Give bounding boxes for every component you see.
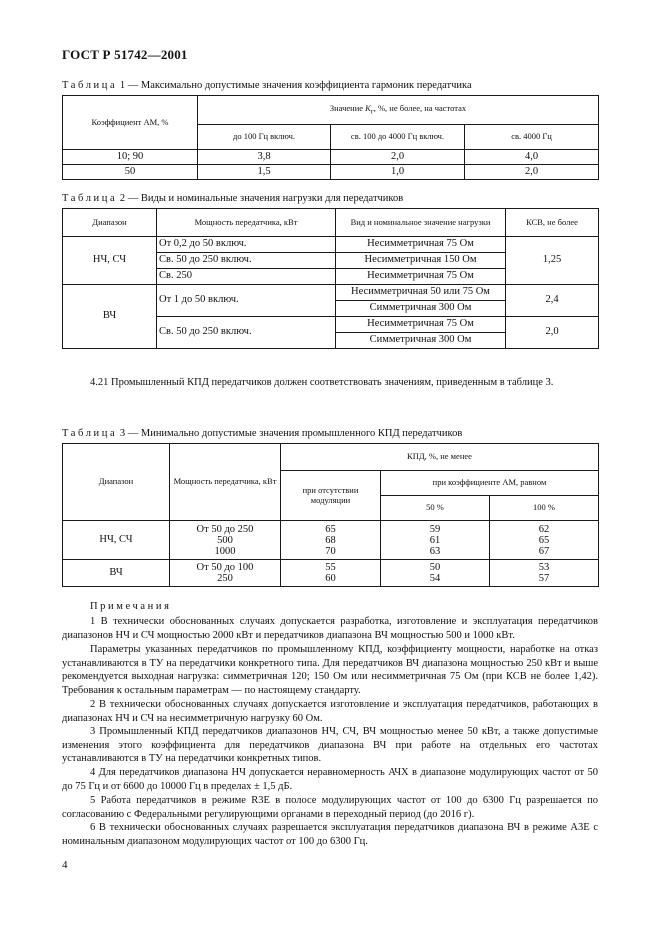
- table1-cell: 3,8: [198, 150, 331, 165]
- table2-header-ksv: КСВ, не более: [506, 209, 599, 237]
- table3-header-nomod: при отсутствии модуляции: [281, 471, 381, 521]
- table3-nomod-cell: [281, 560, 381, 587]
- table3-range-lf-mf: НЧ, СЧ: [63, 521, 170, 560]
- table1-cell: 2,0: [465, 165, 599, 180]
- table3-value: 60: [325, 573, 336, 584]
- table2-power: Св. 250: [157, 269, 336, 285]
- table3-value: 65: [538, 534, 550, 546]
- table3-value: 50: [429, 562, 441, 573]
- table2-ksv: 1,25: [506, 237, 599, 285]
- note-2: 2 В технически обоснованных случаях допускается изготовление и эксплуатация передатчиков, работающих в диапазонах НЧ и СЧ на несимметричную нагрузку 60 Ом.: [62, 699, 598, 724]
- table2-ksv: 2,4: [506, 285, 599, 317]
- table3-caption-text: 3 — Минимально допустимые значения промышленного КПД передатчиков: [117, 428, 463, 439]
- table1-header-f3: св. 4000 Гц: [465, 125, 599, 150]
- table1-header-am: Коэффициент АМ, %: [63, 96, 198, 150]
- table3-am50-cell: [381, 560, 490, 587]
- page-number: 4: [62, 859, 68, 871]
- table2-load: Симметричная 300 Ом: [336, 333, 506, 349]
- table3-header-am100: 100 %: [490, 496, 599, 521]
- table1-header-f1: до 100 Гц включ.: [198, 125, 331, 150]
- table2-caption-word: Таблица: [62, 193, 118, 204]
- table2-load: Несимметричная 75 Ом: [336, 237, 506, 253]
- table2-load: Несимметричная 75 Ом: [336, 269, 506, 285]
- table3-nomod-cell: [281, 521, 381, 560]
- note-6: 6 В технически обоснованных случаях разрешается эксплуатация передатчиков диапазона ВЧ в режиме A3E с номинальным диапазоном модулирующих частот от 100 до 6300 Гц.: [62, 822, 598, 847]
- table3-header-am50: 50 %: [381, 496, 490, 521]
- table2-power: От 0,2 до 50 включ.: [157, 237, 336, 253]
- table1-cell: 2,0: [331, 150, 465, 165]
- table2-power: Св. 50 до 250 включ.: [157, 253, 336, 269]
- table2-load: Несимметричная 150 Ом: [336, 253, 506, 269]
- table3-am100-cell: [490, 560, 599, 587]
- table3-value: 55: [325, 562, 336, 573]
- table3-range-hf: ВЧ: [63, 560, 170, 587]
- table1-caption-word: Таблица: [62, 80, 118, 91]
- table2-power: Св. 50 до 250 включ.: [157, 317, 336, 349]
- table3-value: 57: [538, 573, 550, 584]
- table1-cell: 1,5: [198, 165, 331, 180]
- table2-load: Несимметричная 50 или 75 Ом: [336, 285, 506, 301]
- table3-caption: [62, 428, 462, 439]
- table-row: [63, 285, 599, 301]
- table2-header-range: Диапазон: [63, 209, 157, 237]
- note-5: 5 Работа передатчиков в режиме R3E в полосе модулирующих частот от 100 до 6300 Гц разрешается по согласованию с Федеральными регулирующими органами в переходный период (до 2016 г).: [62, 795, 598, 820]
- table1-cell: 10; 90: [63, 150, 198, 165]
- table2-header-power: Мощность передатчика, кВт: [157, 209, 336, 237]
- table2-range-hf: ВЧ: [63, 285, 157, 349]
- table3-value: 70: [325, 545, 336, 557]
- table3-power-cell: [170, 560, 281, 587]
- table2-power: От 1 до 50 включ.: [157, 285, 336, 317]
- table3-power-cell: [170, 521, 281, 560]
- table1-header-f2: св. 100 до 4000 Гц включ.: [331, 125, 465, 150]
- table2-range-lf-mf: НЧ, СЧ: [63, 237, 157, 285]
- table3-value: От 50 до 100: [196, 562, 254, 573]
- table-row: [63, 150, 599, 165]
- table3-value: 63: [429, 545, 441, 557]
- table1-cell: 50: [63, 165, 198, 180]
- table3-am50-cell: [381, 521, 490, 560]
- table3-value: 250: [217, 573, 233, 584]
- table3-header-power: Мощность передатчика, кВт: [170, 444, 281, 521]
- table3-caption-word: Таблица: [62, 428, 118, 439]
- table3-value: 62: [538, 523, 550, 535]
- table3-value: От 50 до 250: [196, 523, 254, 535]
- table-row: [63, 165, 599, 180]
- note-4: 4 Для передатчиков диапазона НЧ допускается неравномерность АЧХ в диапазоне модулирующих частот от 50 до 75 Гц и от 6600 до 10000 Гц в пределах ± 1,5 дБ.: [62, 767, 598, 792]
- table3-value: 61: [429, 534, 441, 546]
- table3-value: 68: [325, 534, 336, 546]
- table3-header-am: при коэффициенте АМ, равном: [381, 471, 599, 496]
- table1-caption: [62, 80, 472, 91]
- clause-4-21: 4.21 Промышленный КПД передатчиков должен соответствовать значениям, приведенным в таблице 3.: [90, 377, 554, 388]
- table3-value: 1000: [214, 545, 236, 557]
- table1-caption-text: 1 — Максимально допустимые значения коэффициента гармоник передатчика: [117, 80, 472, 91]
- notes-title: Примечания: [90, 601, 172, 612]
- table3-value: 65: [325, 523, 336, 535]
- table3-value: 53: [538, 562, 550, 573]
- table2-load: Симметричная 300 Ом: [336, 301, 506, 317]
- table2-ksv: 2,0: [506, 317, 599, 349]
- table-row: [63, 237, 599, 253]
- note-1-params: Параметры указанных передатчиков по промышленному КПД, коэффициенту мощности, наработке на отказ устанавливаются в ТУ на передатчики конкретного типа. Для передатчиков ВЧ диапазона мощностью 250 кВт и выше рекомендуется выходная нагрузка: симметричная 120; 150 Ом или несимметричная 75 Ом (при КСВ не более 1,42). Требования к остальным параметрам — по настоящему стандарту.: [62, 644, 598, 696]
- table2-load: Несимметричная 75 Ом: [336, 317, 506, 333]
- table1-cell: 1,0: [331, 165, 465, 180]
- table-row: [63, 560, 599, 587]
- table3-value: 500: [217, 534, 233, 546]
- page-header: ГОСТ Р 51742—2001: [62, 47, 188, 62]
- table3-value: 67: [538, 545, 550, 557]
- table2: [62, 208, 599, 349]
- note-3: 3 Промышленный КПД передатчиков диапазонов НЧ, СЧ, ВЧ мощностью менее 50 кВт, а также допустимые изменения этого коэффициента для передатчиков диапазона ВЧ при работе на отдельных его частотах устанавливаются в ТУ на передатчики конкретных типов.: [62, 726, 598, 765]
- table1: [62, 95, 599, 180]
- table1-cell: 4,0: [465, 150, 599, 165]
- note-1: 1 В технически обоснованных случаях допускается разработка, изготовление и эксплуатация передатчиков диапазонов НЧ и СЧ мощностью 2000 кВт и передатчиков диапазона ВЧ мощностью 500 и 1000 кВт.: [62, 616, 598, 641]
- table3-value: 59: [429, 523, 441, 535]
- table-row: [63, 521, 599, 560]
- table2-caption: [62, 193, 403, 204]
- table2-header-load: Вид и номинальное значение нагрузки: [336, 209, 506, 237]
- table3-value: 54: [429, 573, 441, 584]
- table3: [62, 443, 599, 587]
- table3-header-range: Диапазон: [63, 444, 170, 521]
- table3-am100-cell: [490, 521, 599, 560]
- table1-header-group: Значение $K_г$, %, не более, на частотах: [198, 96, 599, 125]
- table2-caption-text: 2 — Виды и номинальные значения нагрузки для передатчиков: [117, 193, 404, 204]
- table3-header-kpd: КПД, %, не менее: [281, 444, 599, 471]
